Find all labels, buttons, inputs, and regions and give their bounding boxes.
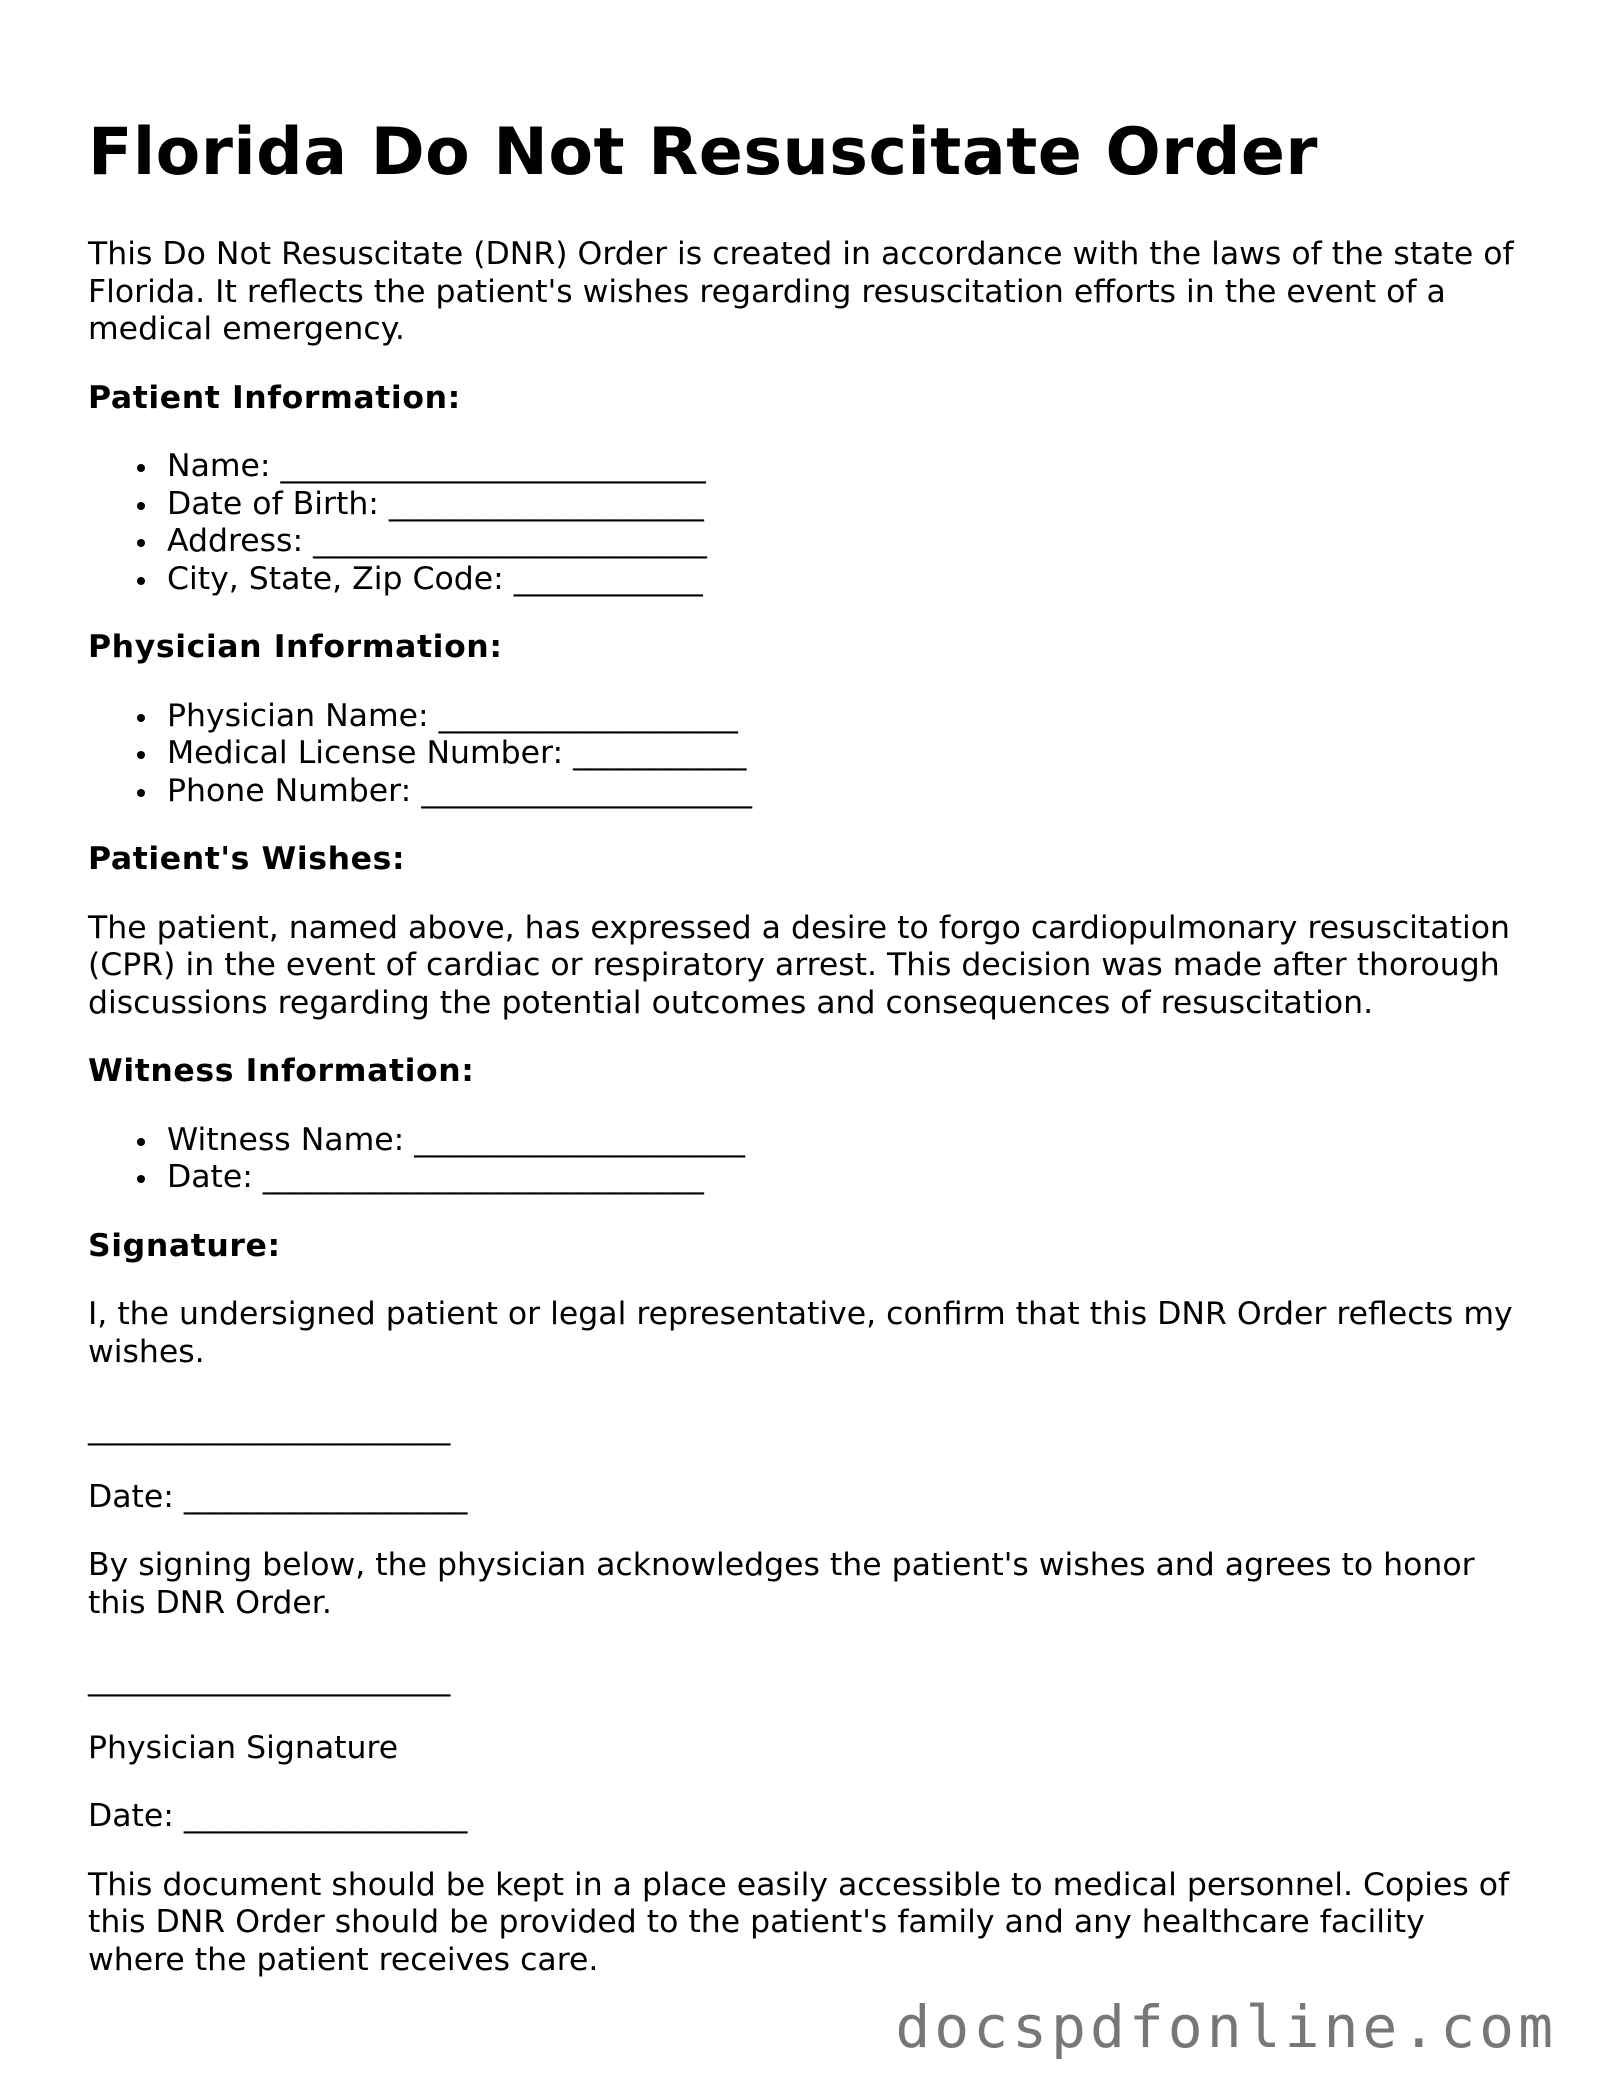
patient-info-list: [88, 448, 1528, 598]
physician-info-heading: Physician Information:: [88, 629, 503, 665]
patient-signature-line: _______________________: [88, 1410, 451, 1446]
site-watermark: docspdfonline.com: [895, 1993, 1557, 2061]
witness-info-list: [88, 1122, 1528, 1197]
phone-number-field: Phone Number: _____________________: [167, 773, 1528, 811]
patient-wishes-heading: Patient's Wishes:: [88, 841, 406, 877]
physician-statement: By signing below, the physician acknowledges the patient's wishes and agrees to honor this DNR Order.: [88, 1547, 1475, 1621]
patient-address-field: Address: _________________________: [167, 523, 1528, 561]
patient-dob-field: Date of Birth: ____________________: [167, 486, 1528, 524]
patient-statement: I, the undersigned patient or legal representative, confirm that this DNR Order reflects my wishes.: [88, 1296, 1513, 1370]
footer-note: This document should be kept in a place easily accessible to medical personnel. Copies of this DNR Order should be provided to the patient's family and any healthcare facility where the patient receives care.: [88, 1866, 1510, 1978]
document-title: Florida Do Not Resuscitate Order: [88, 115, 1318, 190]
physician-name-field: Physician Name: ___________________: [167, 698, 1528, 736]
medical-license-field: Medical License Number: ___________: [167, 735, 1528, 773]
physician-signature-date: Date: __________________: [88, 1798, 468, 1834]
witness-info-heading: Witness Information:: [88, 1053, 475, 1089]
patient-signature-date: Date: __________________: [88, 1478, 468, 1515]
witness-date-field: Date: ____________________________: [167, 1159, 1528, 1197]
physician-signature-line: _______________________: [88, 1661, 451, 1697]
patient-wishes-text: The patient, named above, has expressed a desire to forgo cardiopulmonary resuscitation (CPR) in the event of cardiac or respiratory arrest. This decision was made after thorough discussions regarding the potential outcomes and consequences of resuscitation.: [88, 909, 1510, 1021]
patient-name-field: Name: ___________________________: [167, 448, 1528, 486]
witness-name-field: Witness Name: _____________________: [167, 1122, 1528, 1160]
physician-info-list: [88, 698, 1528, 811]
signature-heading: Signature:: [88, 1227, 281, 1264]
patient-city-state-zip-field: City, State, Zip Code: ____________: [167, 561, 1528, 599]
patient-info-heading: Patient Information:: [88, 379, 461, 416]
physician-signature-label: Physician Signature: [88, 1729, 399, 1766]
document-page: [88, 108, 1528, 2010]
intro-paragraph: This Do Not Resuscitate (DNR) Order is created in accordance with the laws of the state of Florida. It reflects the patient's wishes regarding resuscitation efforts in the event of a medical emergency.: [88, 236, 1514, 347]
